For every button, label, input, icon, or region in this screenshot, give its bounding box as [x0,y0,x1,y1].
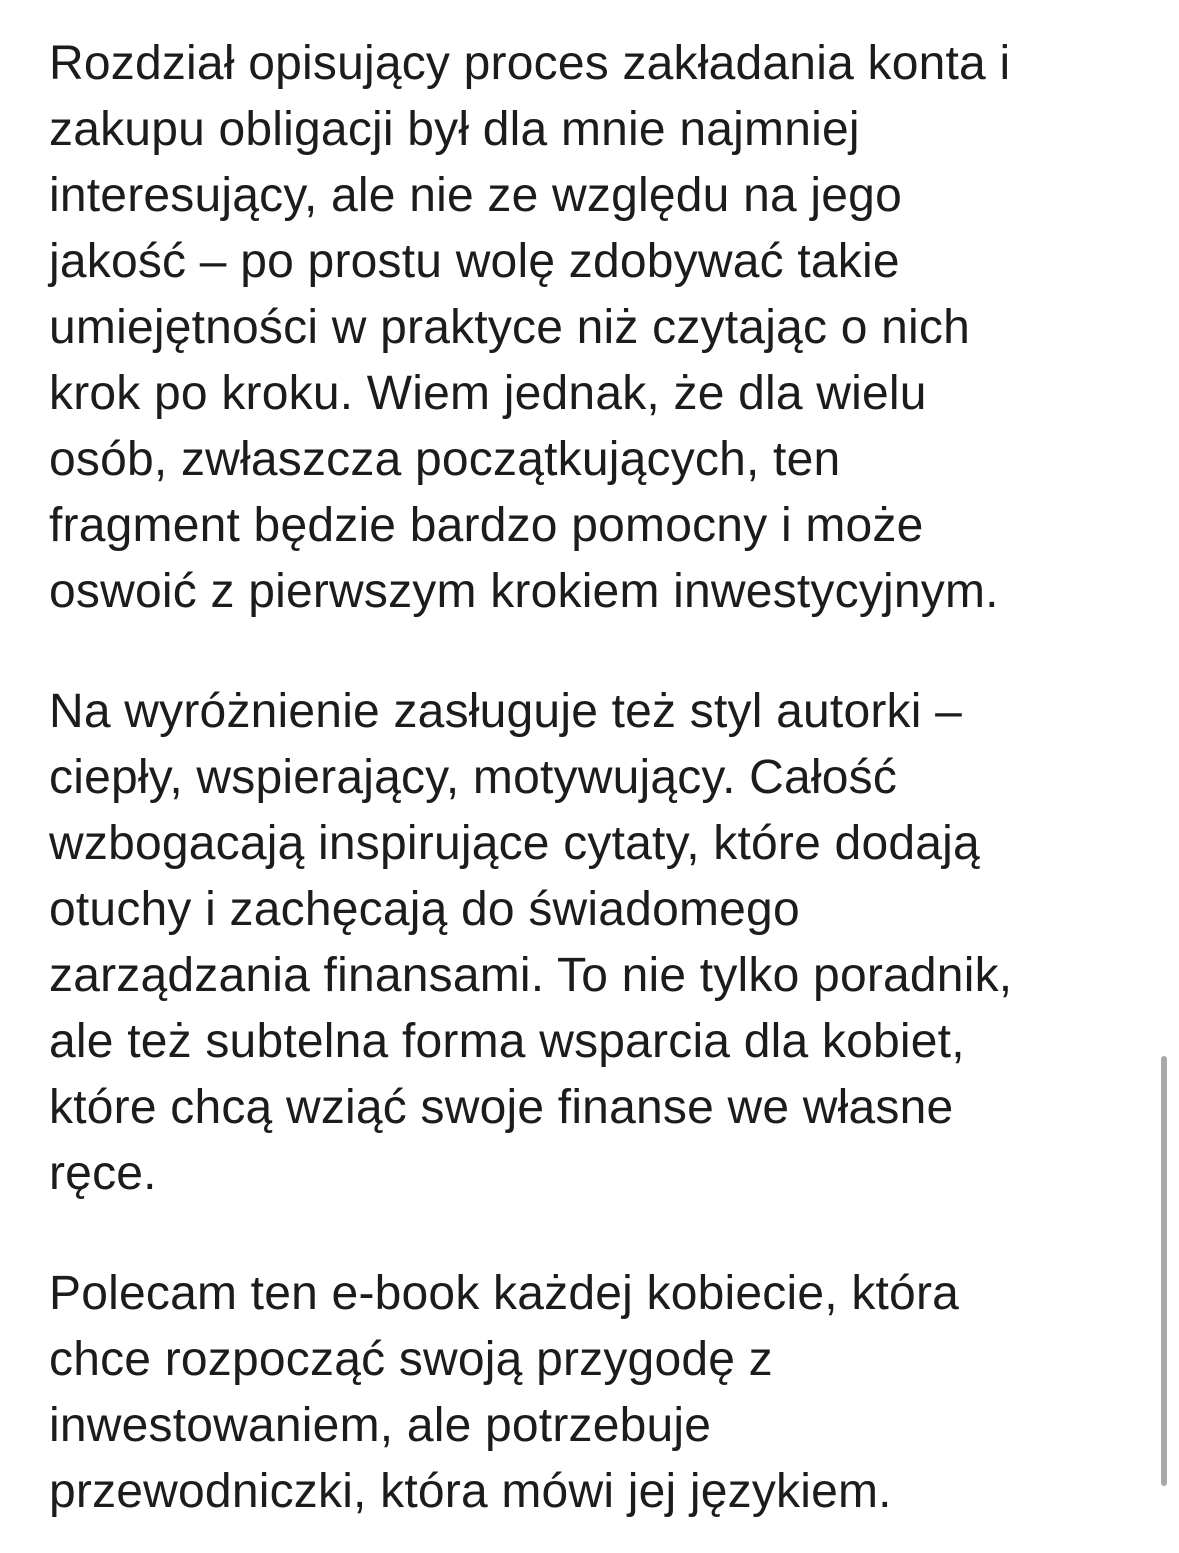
text-line: Rozdział opisujący proces zakładania konta i [49,37,1011,90]
vertical-scrollbar[interactable] [1161,1056,1167,1486]
text-line: inwestowaniem, ale potrzebuje [49,1399,712,1452]
text-line: które chcą wziąć swoje finanse we własne [49,1081,954,1134]
paragraph-2 [49,679,1159,1207]
text-line: Polecam ten e-book każdej kobiecie, która [49,1267,960,1320]
text-line: krok po kroku. Wiem jednak, że dla wielu [49,367,927,420]
text-line: zakupu obligacji był dla mnie najmniej [49,103,860,156]
text-line: umiejętności w praktyce niż czytając o nich [49,301,970,354]
text-line: Na wyróżnienie zasługuje też styl autorki – [49,685,963,738]
paragraph-1 [49,31,1159,625]
text-line: zarządzania finansami. To nie tylko poradnik, [49,949,1013,1002]
text-line: jakość – po prostu wolę zdobywać takie [49,235,900,288]
paragraph-3 [49,1261,1159,1525]
text-line: ciepły, wspierający, motywujący. Całość [49,751,898,804]
text-line: wzbogacają inspirujące cytaty, które dodają [49,817,980,870]
text-line: ale też subtelna forma wsparcia dla kobiet, [49,1015,965,1068]
text-line: chce rozpocząć swoją przygodę z [49,1333,773,1386]
text-line: interesujący, ale nie ze względu na jego [49,169,902,222]
text-line: przewodniczki, która mówi jej językiem. [49,1465,892,1518]
text-line: otuchy i zachęcają do świadomego [49,883,800,936]
text-line: oswoić z pierwszym krokiem inwestycyjnym. [49,565,999,618]
article-body [49,31,1159,1525]
text-line: ręce. [49,1147,157,1200]
text-line: osób, zwłaszcza początkujących, ten [49,433,841,486]
text-line: fragment będzie bardzo pomocny i może [49,499,924,552]
